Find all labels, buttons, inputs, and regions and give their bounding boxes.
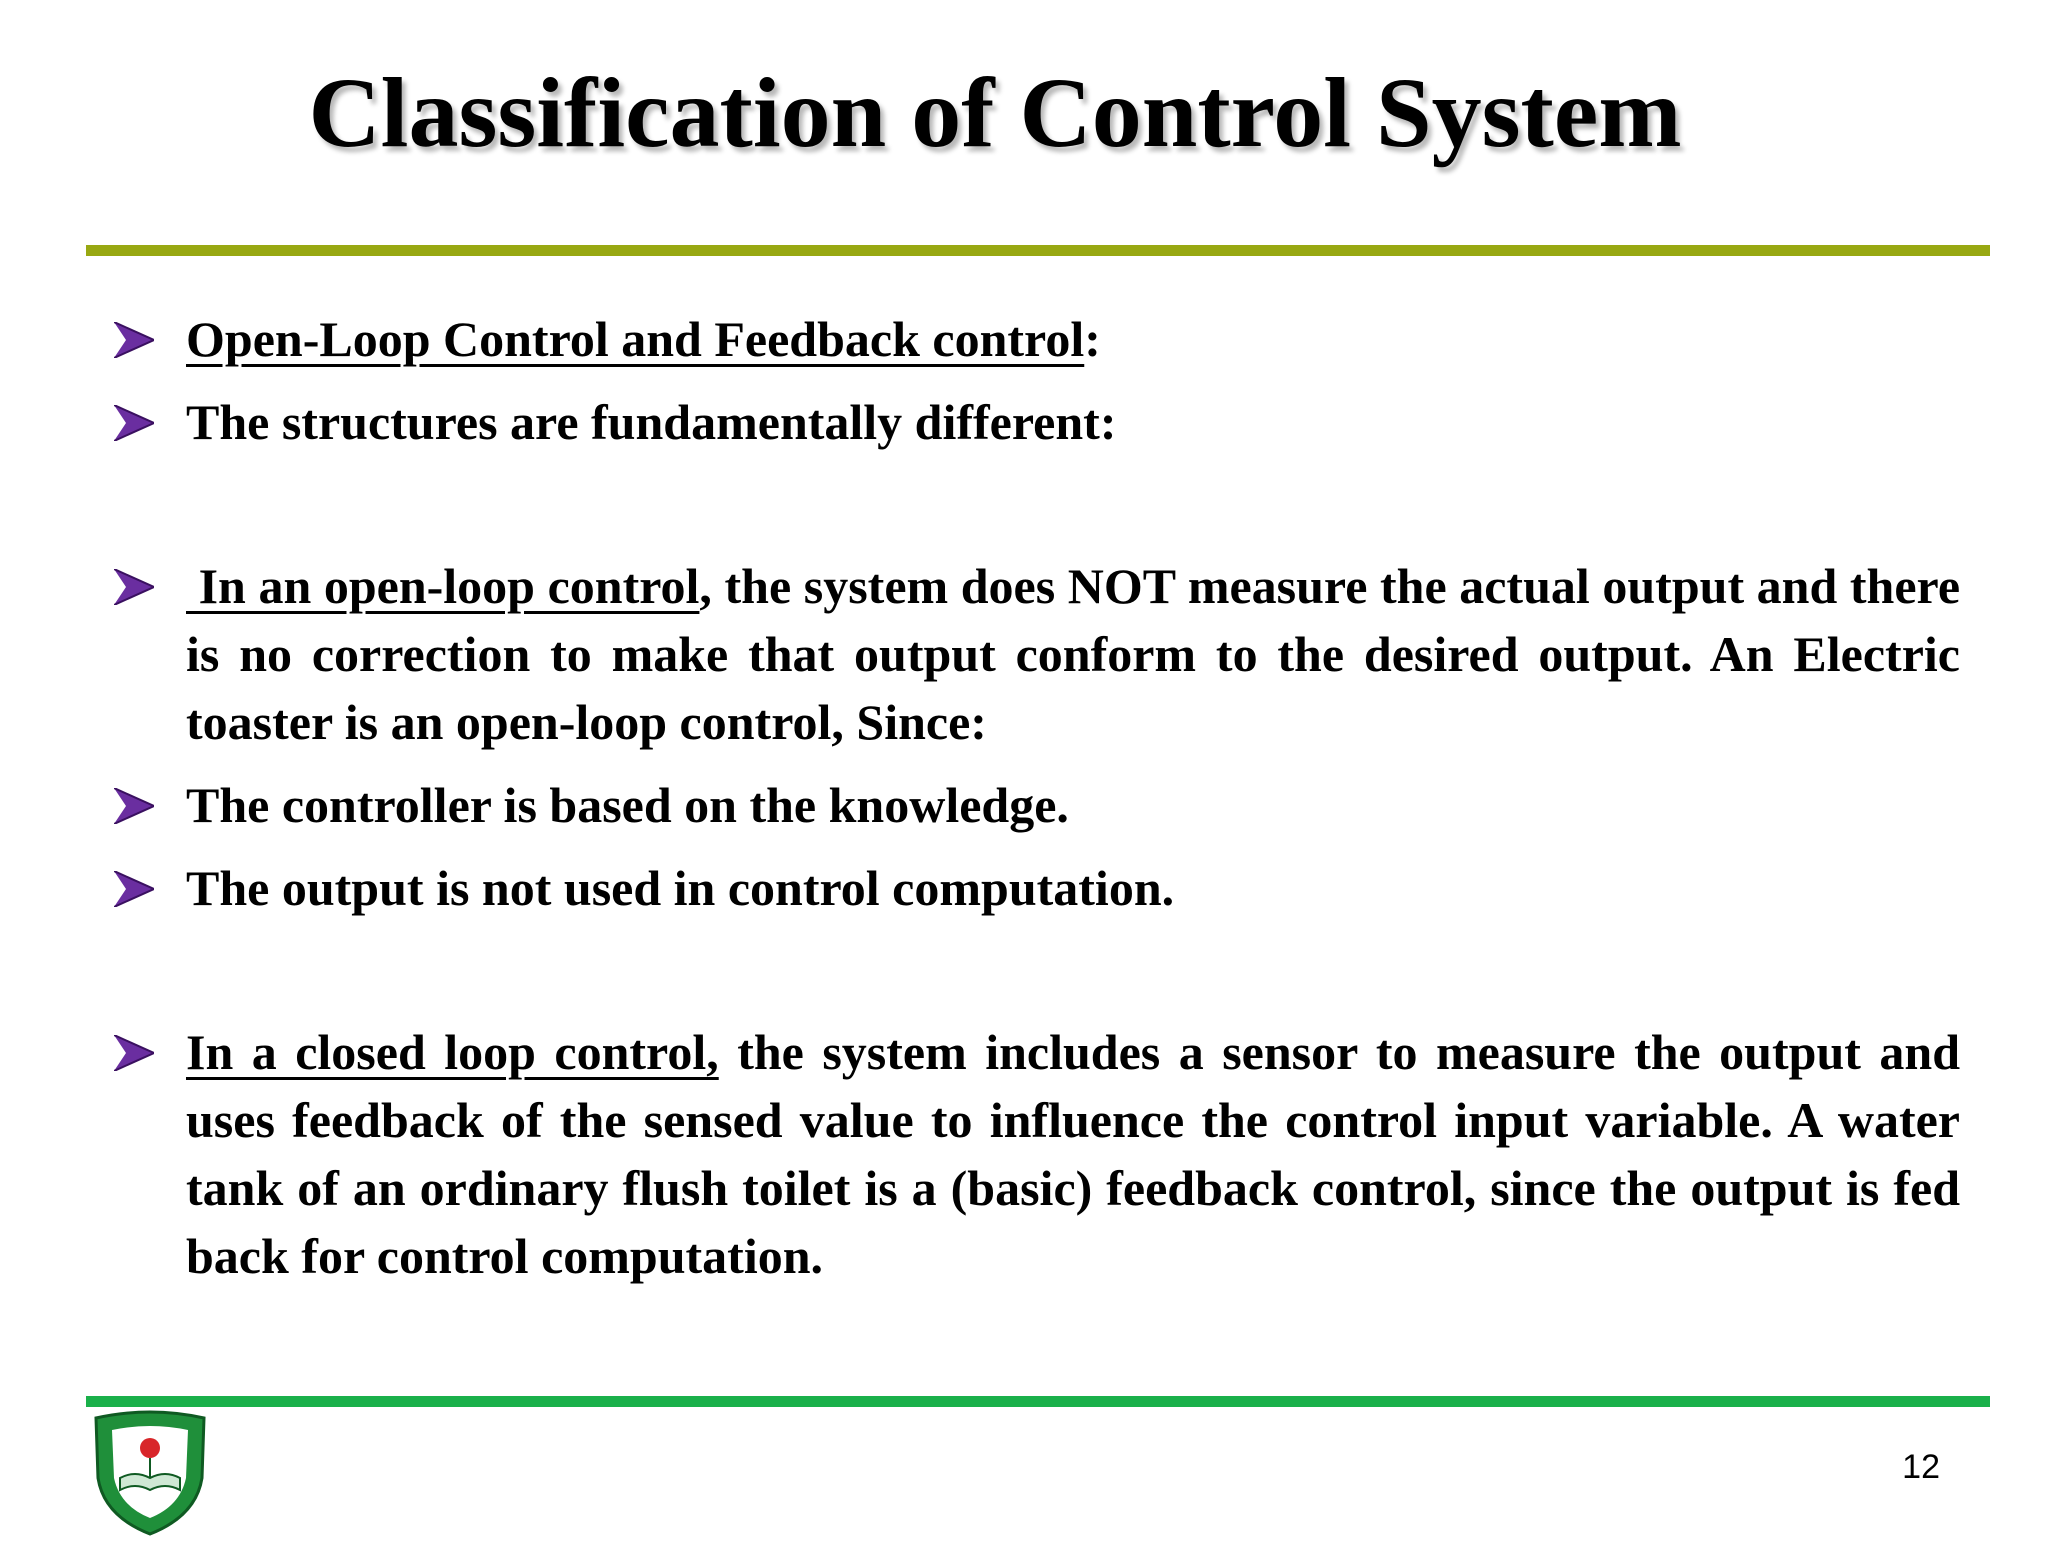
bullet-text: The controller is based on the knowledge.: [186, 777, 1069, 833]
arrow-bullet-icon: [114, 771, 156, 839]
arrow-bullet-icon: [114, 388, 156, 456]
bullet-item: [114, 1018, 1960, 1290]
bullet-text: the system includes a sensor to measure the output and uses feedback of the sensed value to influence the control input variable. A water tank of an ordinary flush toilet is a (basic) feedback control, since the output is fed back for control computation.: [186, 1024, 1960, 1284]
bullet-item: [114, 388, 1960, 456]
bullet-item: [114, 552, 1960, 756]
bullet-underlined-text: In a closed loop control,: [186, 1024, 719, 1080]
bullet-text: :: [1084, 311, 1101, 367]
page-number: 12: [1902, 1448, 1940, 1486]
bullet-underlined-text: In an open-loop control: [186, 558, 700, 614]
footer-divider: [86, 1396, 1990, 1407]
bullet-item: [114, 854, 1960, 922]
arrow-bullet-icon: [114, 854, 156, 922]
arrow-bullet-icon: [114, 552, 156, 620]
bullet-item: [114, 305, 1960, 373]
bullet-underlined-text: Open-Loop Control and Feedback control: [186, 311, 1085, 367]
bullet-text: The output is not used in control computation.: [186, 860, 1175, 916]
university-logo: [90, 1408, 210, 1536]
bullet-item: [114, 771, 1960, 839]
bullet-text: The structures are fundamentally different:: [186, 394, 1117, 450]
slide-title: Classification of Control System: [308, 57, 1682, 168]
arrow-bullet-icon: [114, 1018, 156, 1086]
title-divider: [86, 245, 1990, 256]
bullet-text: , the system does NOT measure the actual output and there is no correction to make that output conform to the desired output. An Electric toaster is an open-loop control, Since:: [186, 558, 1961, 750]
arrow-bullet-icon: [114, 305, 156, 373]
